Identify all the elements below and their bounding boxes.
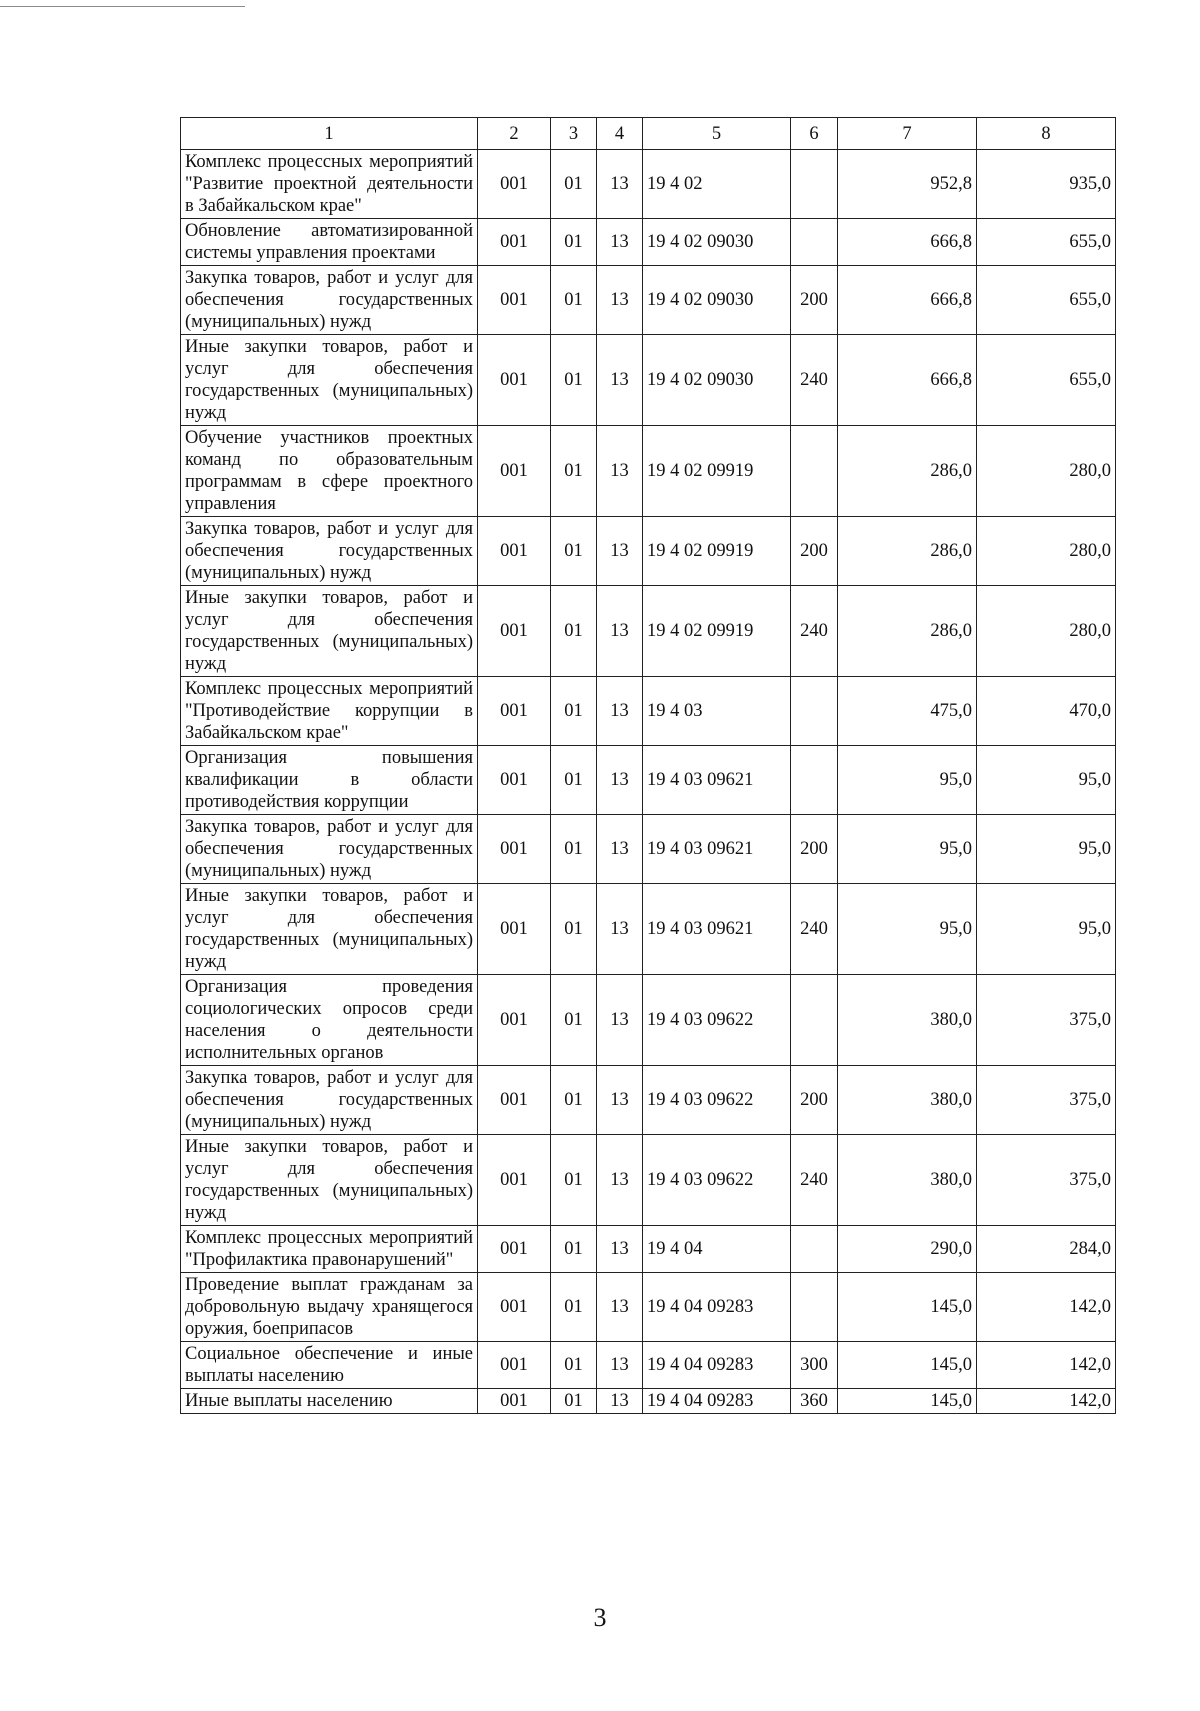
- ministry-code: 001: [478, 426, 551, 517]
- amount-year-1: 145,0: [838, 1389, 977, 1414]
- column-header-4: 4: [597, 118, 643, 150]
- row-description: Иные закупки товаров, работ и услуг для обеспечения государственных (муниципальных) нужд: [181, 884, 478, 975]
- amount-year-2: 935,0: [977, 150, 1116, 219]
- amount-year-1: 666,8: [838, 266, 977, 335]
- amount-year-2: 280,0: [977, 586, 1116, 677]
- table-row: [181, 1389, 1116, 1414]
- page-number: 3: [593, 1603, 607, 1632]
- expense-type-code: [791, 1273, 838, 1342]
- subsection-code: 13: [597, 426, 643, 517]
- expense-type-code: 200: [791, 1066, 838, 1135]
- table-row: [181, 884, 1116, 975]
- expense-type-code: 360: [791, 1389, 838, 1414]
- amount-year-2: 95,0: [977, 815, 1116, 884]
- ministry-code: 001: [478, 335, 551, 426]
- subsection-code: 13: [597, 884, 643, 975]
- subsection-code: 13: [597, 1226, 643, 1273]
- row-description: Проведение выплат гражданам за добровольную выдачу хранящегося оружия, боеприпасов: [181, 1273, 478, 1342]
- expense-type-code: [791, 150, 838, 219]
- amount-year-2: 142,0: [977, 1273, 1116, 1342]
- ministry-code: 001: [478, 746, 551, 815]
- amount-year-1: 145,0: [838, 1342, 977, 1389]
- table-row: [181, 1226, 1116, 1273]
- amount-year-2: 655,0: [977, 219, 1116, 266]
- target-article-code: 19 4 02 09919: [643, 586, 791, 677]
- section-code: 01: [551, 815, 597, 884]
- expense-type-code: [791, 1226, 838, 1273]
- amount-year-2: 655,0: [977, 266, 1116, 335]
- ministry-code: 001: [478, 1135, 551, 1226]
- row-description: Иные закупки товаров, работ и услуг для обеспечения государственных (муниципальных) нужд: [181, 1135, 478, 1226]
- subsection-code: 13: [597, 586, 643, 677]
- row-description: Закупка товаров, работ и услуг для обеспечения государственных (муниципальных) нужд: [181, 517, 478, 586]
- subsection-code: 13: [597, 266, 643, 335]
- amount-year-1: 95,0: [838, 884, 977, 975]
- section-code: 01: [551, 1066, 597, 1135]
- target-article-code: 19 4 02 09919: [643, 517, 791, 586]
- expense-type-code: [791, 975, 838, 1066]
- subsection-code: 13: [597, 975, 643, 1066]
- target-article-code: 19 4 03 09621: [643, 815, 791, 884]
- row-description: Организация проведения социологических опросов среди населения о деятельности исполнительных органов: [181, 975, 478, 1066]
- row-description: Обучение участников проектных команд по образовательным программам в сфере проектного управления: [181, 426, 478, 517]
- column-header-7: 7: [838, 118, 977, 150]
- section-code: 01: [551, 150, 597, 219]
- amount-year-2: 142,0: [977, 1342, 1116, 1389]
- column-header-2: 2: [478, 118, 551, 150]
- table-row: [181, 517, 1116, 586]
- budget-table: [180, 117, 1116, 1414]
- table-row: [181, 815, 1116, 884]
- row-description: Организация повышения квалификации в области противодействия коррупции: [181, 746, 478, 815]
- table-row: [181, 219, 1116, 266]
- target-article-code: 19 4 04 09283: [643, 1342, 791, 1389]
- amount-year-1: 380,0: [838, 1135, 977, 1226]
- ministry-code: 001: [478, 1273, 551, 1342]
- target-article-code: 19 4 03 09622: [643, 975, 791, 1066]
- amount-year-2: 375,0: [977, 1135, 1116, 1226]
- table-body: [181, 150, 1116, 1414]
- expense-type-code: 240: [791, 884, 838, 975]
- table-row: [181, 975, 1116, 1066]
- column-header-1: 1: [181, 118, 478, 150]
- subsection-code: 13: [597, 815, 643, 884]
- amount-year-1: 95,0: [838, 746, 977, 815]
- section-code: 01: [551, 1389, 597, 1414]
- table-row: [181, 266, 1116, 335]
- amount-year-1: 95,0: [838, 815, 977, 884]
- expense-type-code: 240: [791, 1135, 838, 1226]
- target-article-code: 19 4 02 09030: [643, 266, 791, 335]
- row-description: Закупка товаров, работ и услуг для обеспечения государственных (муниципальных) нужд: [181, 815, 478, 884]
- subsection-code: 13: [597, 746, 643, 815]
- section-code: 01: [551, 219, 597, 266]
- table-row: [181, 335, 1116, 426]
- row-description: Иные закупки товаров, работ и услуг для обеспечения государственных (муниципальных) нужд: [181, 586, 478, 677]
- subsection-code: 13: [597, 1389, 643, 1414]
- column-header-8: 8: [977, 118, 1116, 150]
- amount-year-1: 286,0: [838, 517, 977, 586]
- ministry-code: 001: [478, 1342, 551, 1389]
- section-code: 01: [551, 746, 597, 815]
- column-header-3: 3: [551, 118, 597, 150]
- target-article-code: 19 4 03: [643, 677, 791, 746]
- ministry-code: 001: [478, 884, 551, 975]
- table-row: [181, 1066, 1116, 1135]
- row-description: Социальное обеспечение и иные выплаты населению: [181, 1342, 478, 1389]
- section-code: 01: [551, 586, 597, 677]
- table-row: [181, 150, 1116, 219]
- column-header-6: 6: [791, 118, 838, 150]
- row-description: Закупка товаров, работ и услуг для обеспечения государственных (муниципальных) нужд: [181, 266, 478, 335]
- table-row: [181, 426, 1116, 517]
- table-row: [181, 677, 1116, 746]
- ministry-code: 001: [478, 1389, 551, 1414]
- amount-year-2: 284,0: [977, 1226, 1116, 1273]
- section-code: 01: [551, 884, 597, 975]
- target-article-code: 19 4 03 09621: [643, 884, 791, 975]
- row-description: Комплекс процессных мероприятий "Профилактика правонарушений": [181, 1226, 478, 1273]
- expense-type-code: 200: [791, 517, 838, 586]
- target-article-code: 19 4 03 09622: [643, 1066, 791, 1135]
- subsection-code: 13: [597, 517, 643, 586]
- target-article-code: 19 4 03 09622: [643, 1135, 791, 1226]
- expense-type-code: 200: [791, 815, 838, 884]
- ministry-code: 001: [478, 1226, 551, 1273]
- section-code: 01: [551, 517, 597, 586]
- section-code: 01: [551, 1226, 597, 1273]
- amount-year-1: 475,0: [838, 677, 977, 746]
- ministry-code: 001: [478, 517, 551, 586]
- ministry-code: 001: [478, 219, 551, 266]
- ministry-code: 001: [478, 586, 551, 677]
- section-code: 01: [551, 335, 597, 426]
- row-description: Комплекс процессных мероприятий "Развитие проектной деятельности в Забайкальском крае": [181, 150, 478, 219]
- section-code: 01: [551, 677, 597, 746]
- amount-year-1: 145,0: [838, 1273, 977, 1342]
- scan-edge-line: [0, 6, 245, 7]
- amount-year-1: 286,0: [838, 426, 977, 517]
- target-article-code: 19 4 02 09919: [643, 426, 791, 517]
- section-code: 01: [551, 426, 597, 517]
- target-article-code: 19 4 03 09621: [643, 746, 791, 815]
- amount-year-2: 655,0: [977, 335, 1116, 426]
- amount-year-2: 375,0: [977, 1066, 1116, 1135]
- section-code: 01: [551, 266, 597, 335]
- target-article-code: 19 4 02 09030: [643, 219, 791, 266]
- target-article-code: 19 4 04: [643, 1226, 791, 1273]
- table-row: [181, 1135, 1116, 1226]
- amount-year-2: 95,0: [977, 884, 1116, 975]
- amount-year-1: 290,0: [838, 1226, 977, 1273]
- ministry-code: 001: [478, 266, 551, 335]
- ministry-code: 001: [478, 1066, 551, 1135]
- target-article-code: 19 4 04 09283: [643, 1389, 791, 1414]
- amount-year-2: 375,0: [977, 975, 1116, 1066]
- expense-type-code: 240: [791, 586, 838, 677]
- row-description: Обновление автоматизированной системы управления проектами: [181, 219, 478, 266]
- ministry-code: 001: [478, 975, 551, 1066]
- subsection-code: 13: [597, 335, 643, 426]
- ministry-code: 001: [478, 677, 551, 746]
- amount-year-1: 380,0: [838, 1066, 977, 1135]
- amount-year-1: 952,8: [838, 150, 977, 219]
- target-article-code: 19 4 02: [643, 150, 791, 219]
- row-description: Комплекс процессных мероприятий "Противодействие коррупции в Забайкальском крае": [181, 677, 478, 746]
- section-code: 01: [551, 975, 597, 1066]
- expense-type-code: [791, 677, 838, 746]
- section-code: 01: [551, 1135, 597, 1226]
- table-row: [181, 586, 1116, 677]
- expense-type-code: [791, 219, 838, 266]
- subsection-code: 13: [597, 1273, 643, 1342]
- amount-year-2: 280,0: [977, 426, 1116, 517]
- expense-type-code: 200: [791, 266, 838, 335]
- expense-type-code: 240: [791, 335, 838, 426]
- expense-type-code: [791, 746, 838, 815]
- section-code: 01: [551, 1342, 597, 1389]
- amount-year-1: 380,0: [838, 975, 977, 1066]
- subsection-code: 13: [597, 1135, 643, 1226]
- amount-year-2: 470,0: [977, 677, 1116, 746]
- table-row: [181, 1342, 1116, 1389]
- subsection-code: 13: [597, 150, 643, 219]
- expense-type-code: [791, 426, 838, 517]
- ministry-code: 001: [478, 815, 551, 884]
- amount-year-1: 666,8: [838, 335, 977, 426]
- subsection-code: 13: [597, 1066, 643, 1135]
- subsection-code: 13: [597, 677, 643, 746]
- table-row: [181, 1273, 1116, 1342]
- target-article-code: 19 4 04 09283: [643, 1273, 791, 1342]
- section-code: 01: [551, 1273, 597, 1342]
- subsection-code: 13: [597, 219, 643, 266]
- row-description: Иные выплаты населению: [181, 1389, 478, 1414]
- ministry-code: 001: [478, 150, 551, 219]
- column-header-5: 5: [643, 118, 791, 150]
- row-description: Закупка товаров, работ и услуг для обеспечения государственных (муниципальных) нужд: [181, 1066, 478, 1135]
- amount-year-2: 280,0: [977, 517, 1116, 586]
- target-article-code: 19 4 02 09030: [643, 335, 791, 426]
- subsection-code: 13: [597, 1342, 643, 1389]
- table-header-row: [181, 118, 1116, 150]
- amount-year-1: 286,0: [838, 586, 977, 677]
- amount-year-2: 95,0: [977, 746, 1116, 815]
- row-description: Иные закупки товаров, работ и услуг для обеспечения государственных (муниципальных) нужд: [181, 335, 478, 426]
- amount-year-2: 142,0: [977, 1389, 1116, 1414]
- expense-type-code: 300: [791, 1342, 838, 1389]
- amount-year-1: 666,8: [838, 219, 977, 266]
- table-row: [181, 746, 1116, 815]
